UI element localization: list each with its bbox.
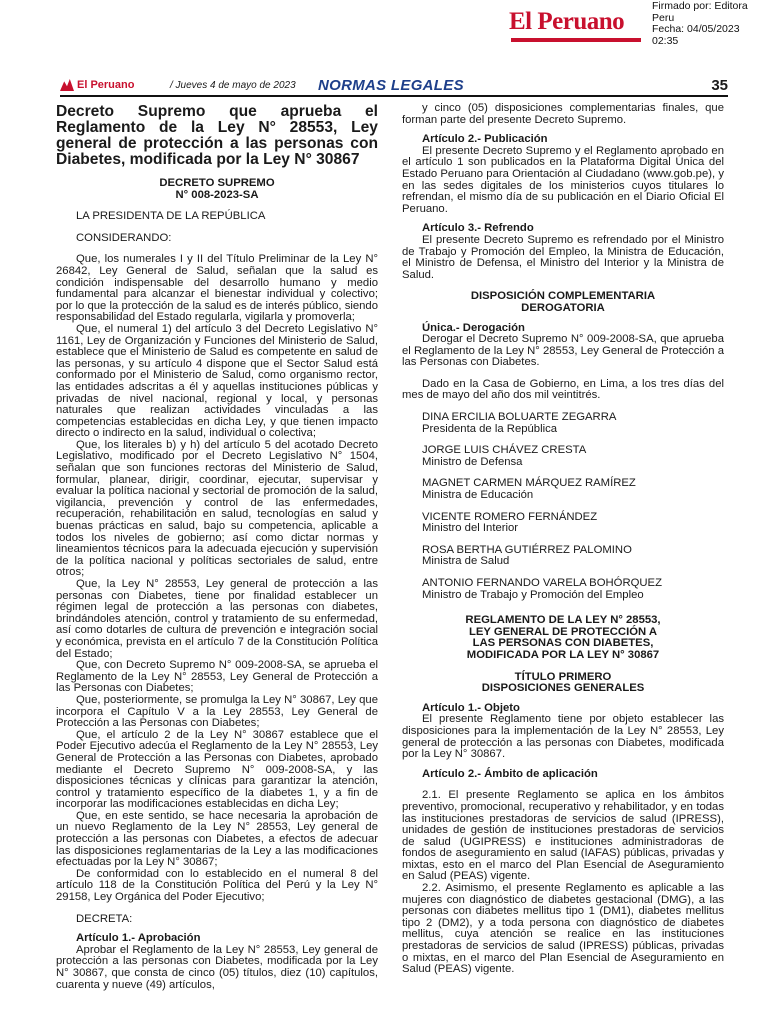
signatory-name: MAGNET CARMEN MÁRQUEZ RAMÍREZ — [422, 477, 636, 490]
decree-title: Decreto Supremo que aprueba el Reglamento de la Ley N° 28553, Ley general de protección a las personas con Diabetes, modificada por la Ley N° 30867 — [56, 103, 378, 168]
paragraph: Que, los literales b) y h) del artículo 5 del acotado Decreto Legislativo, modificado por el Decreto Legislativo N° 1504, señalan que son funciones rectoras del Ministerio de Salud, formular, planear, dirigir, coordinar, ejecutar, supervisar y evaluar la política nacional y sectorial de promoción de la salud, vigilancia, prevención y control de las enfermedades, recuperación, rehabilitación en salud, tecnologías en salud y buenas prácticas en salud, bajo su competencia, aplicable a todos los niveles de gobierno; así como dictar normas y lineamientos técnicos para la adecuada ejecución y supervisión de la política nacional y políticas sectoriales de salud, entre otros; — [56, 438, 378, 579]
paragraph: De conformidad con lo establecido en el numeral 8 del artículo 118 de la Constitución Política del Perú y la Ley N° 29158, Ley Orgánica del Poder Ejecutivo; — [56, 867, 378, 904]
article-1-text: Aprobar el Reglamento de la Ley N° 28553, Ley general de protección a las personas con Diabetes, modificada por la Ley N° 30867, que consta de cinco (05) títulos, diez (10) capítulos, cuarenta y nueve (49) artículos, — [56, 943, 378, 991]
article-1-heading: Artículo 1.- Aprobación — [76, 932, 201, 945]
paragraph: Que, en este sentido, se hace necesaria la aprobación de un nuevo Reglamento de la Ley N° 28553, Ley general de protección a las personas con Diabetes, a efectos de adecuar las disposiciones reglamentarias de la Ley a las modificaciones efectuadas por la Ley N° 30867; — [56, 809, 378, 869]
signatory-role: Ministro del Interior — [422, 522, 519, 535]
reg-article-1-heading: Artículo 1.- Objeto — [422, 701, 520, 714]
title-heading: DISPOSICIONES GENERALES — [481, 682, 645, 695]
header-brand-text: El Peruano — [77, 79, 135, 91]
paragraph: Que, el numeral 1) del artículo 3 del Decreto Legislativo N° 1161, Ley de Organización y Funciones del Ministerio de Salud, establece que el Ministerio de Salud es competente en salud de las personas, y su artículo 4 dispone que el Sector Salud está conformado por el Ministerio de Salud, como organismo rector, las entidades adscritas a él y aquellas instituciones públicas y privadas de nivel nacional, regional y local, y personas naturales que realizan actividades vinculadas a las competencias establecidas en dicha Ley, y que tienen impacto directo o indirecto en la salud, individual o colectiva; — [56, 322, 378, 440]
el-peruano-logo — [509, 8, 624, 36]
article-2-heading: Artículo 2.- Publicación — [422, 133, 548, 146]
signatory-name: DINA ERCILIA BOLUARTE ZEGARRA — [422, 411, 617, 424]
disposition-heading: DEROGATORIA — [521, 301, 605, 314]
signature-line: Firmado por: Editora — [652, 0, 748, 12]
page-number: 35 — [711, 77, 728, 94]
signatory-role: Presidenta de la República — [422, 422, 558, 435]
digital-signature — [652, 1, 768, 47]
regulation-heading: LEY GENERAL DE PROTECCIÓN A — [468, 625, 658, 638]
paragraph: Que, la Ley N° 28553, Ley general de protección a las personas con Diabetes, tiene por finalidad establecer un régimen legal de protección a las personas con diabetes, brindándoles atención, control y tratamiento de su enfermedad, así como dotarles de cultura de prevención e integración social y económica, prevista en el artículo 7 de la Constitución Política del Estado; — [56, 578, 378, 660]
reg-article-2-p1: 2.1. El presente Reglamento se aplica en los ámbitos preventivo, promocional, recuperativo y rehabilitador, y en todas las instituciones prestadoras de servicios de salud (IPRESS), unidades de gestión de instituciones prestadoras de servicios de salud (UGIPRESS) e instituciones administradoras de fondos de aseguramiento en salud (IAFAS) públicas, privadas y mixtas, esto en el marco del Plan Esencial de Aseguramiento en Salud (PEAS) vigente. — [402, 789, 724, 883]
signature-line: Fecha: 04/05/2023 02:35 — [652, 23, 740, 47]
left-column — [56, 104, 378, 991]
header-rule — [60, 95, 728, 97]
decree-number: N° 008-2023-SA — [175, 188, 259, 201]
signatory-role: Ministra de Salud — [422, 555, 510, 568]
right-column — [402, 103, 724, 976]
logo-text: El Peruano — [509, 8, 625, 35]
paragraph: Que, los numerales I y II del Título Preliminar de la Ley N° 26842, Ley General de Salud, señalan que la salud es condición indispensable del desarrollo humano y medio fundamental para alcanzar el bienestar individual y colectivo; por lo que la protección de la salud es de interés público, siendo responsabilidad del Estado regularla, vigilarla y promoverla; — [56, 253, 378, 324]
brand-mountain-icon — [60, 79, 74, 91]
disposition-heading: DISPOSICIÓN COMPLEMENTARIA — [470, 290, 656, 303]
paragraph: Que, con Decreto Supremo N° 009-2008-SA, se aprueba el Reglamento de la Ley N° 28553, Ley General de Protección a las Personas con Diabetes; — [56, 659, 378, 695]
signatory-role: Ministro de Defensa — [422, 455, 523, 468]
header-brand — [60, 79, 134, 91]
reg-article-2-heading: Artículo 2.- Ámbito de aplicación — [422, 767, 598, 780]
regulation-heading: MODIFICADA POR LA LEY N° 30867 — [466, 648, 660, 661]
header-section: NORMAS LEGALES — [318, 77, 464, 94]
unica-text: Derogar el Decreto Supremo N° 009-2008-SA, que aprueba el Reglamento de la Ley N° 28553, Ley General de Protección a las Personas con Diabetes. — [402, 333, 724, 369]
signatory-name: ANTONIO FERNANDO VARELA BOHÓRQUEZ — [422, 577, 662, 589]
article-3-heading: Artículo 3.- Refrendo — [422, 222, 534, 235]
decree-heading: DECRETO SUPREMO — [159, 177, 275, 189]
signatory-role: Ministra de Educación — [422, 489, 534, 502]
article-2-text: El presente Decreto Supremo y el Reglamento aprobado en el artículo 1 son publicados en la Plataforma Digital Única del Estado Peruano para Orientación al Ciudadano (www.gob.pe), y en las sedes digitales de los ministerios cuyos titulares lo refrendan, el mismo día de su publicación en el Diario Oficial El Peruano. — [402, 144, 724, 215]
paragraph: Que, posteriormente, se promulga la Ley N° 30867, Ley que incorpora el Capítulo V a la Ley 28553, Ley General de Protección a las Personas con Diabetes; — [56, 693, 378, 730]
presidency: LA PRESIDENTA DE LA REPÚBLICA — [76, 210, 266, 223]
signature-line: Peru — [652, 11, 675, 24]
dado-text: Dado en la Casa de Gobierno, en Lima, a los tres días del mes de mayo del año dos mil veintitrés. — [402, 377, 724, 402]
signatory-name: JORGE LUIS CHÁVEZ CRESTA — [422, 444, 587, 457]
regulation-heading: REGLAMENTO DE LA LEY N° 28553, — [465, 614, 661, 627]
decreta: DECRETA: — [76, 912, 133, 925]
article-3-text: El presente Decreto Supremo es refrendado por el Ministro de Trabajo y Promoción del Empleo, la Ministra de Educación, el Ministro de Defensa, el Ministro del Interior y la Ministra de Salud. — [402, 233, 724, 281]
signatory-role: Ministro de Trabajo y Promoción del Empleo — [422, 588, 644, 601]
article-1-continuation: y cinco (05) disposiciones complementarias finales, que forman parte del presente Decreto Supremo. — [402, 102, 724, 126]
paragraph: Que, el artículo 2 de la Ley N° 30867 establece que el Poder Ejecutivo adecúa el Reglamento de la Ley N° 28553, Ley General de Protección a las Personas con Diabetes, aprobado mediante el Decreto Supremo N° 009-2008-SA, y las disposiciones técnicas y clínicas para garantizar la atención, control y tratamiento específico de la diabetes 1, y a fin de incorporar las modificaciones establecidas en dicha Ley; — [56, 728, 378, 811]
reg-article-1-text: El presente Reglamento tiene por objeto establecer las disposiciones para la implementación de la Ley N° 28553, Ley general de protección a las personas con Diabetes, modificada por la Ley N° 30867. — [402, 713, 724, 761]
considerando: CONSIDERANDO: — [76, 231, 172, 244]
reg-article-2-p2: 2.2. Asimismo, el presente Reglamento es aplicable a las mujeres con diagnóstico de diabetes gestacional (DMG), a las personas con diabetes mellitus tipo 1 (DM1), diabetes mellitus tipo 2 (DM2), y a toda persona con diagnóstico de diabetes mellitus, cuya atención se realice en las instituciones prestadoras de servicios de salud (IPRESS) públicas, privadas o mixtas, en el marco del Plan Esencial de Aseguramiento en Salud (PEAS) vigente. — [402, 882, 724, 976]
signatory-name: ROSA BERTHA GUTIÉRREZ PALOMINO — [422, 543, 632, 556]
unica-heading: Única.- Derogación — [422, 321, 525, 334]
page-header — [60, 77, 728, 97]
title-heading: TÍTULO PRIMERO — [514, 670, 612, 683]
logo-underline — [511, 38, 641, 42]
header-date: / Jueves 4 de mayo de 2023 — [170, 80, 296, 91]
signatory-name: VICENTE ROMERO FERNÁNDEZ — [422, 510, 598, 523]
regulation-heading: LAS PERSONAS CON DIABETES, — [472, 637, 654, 650]
